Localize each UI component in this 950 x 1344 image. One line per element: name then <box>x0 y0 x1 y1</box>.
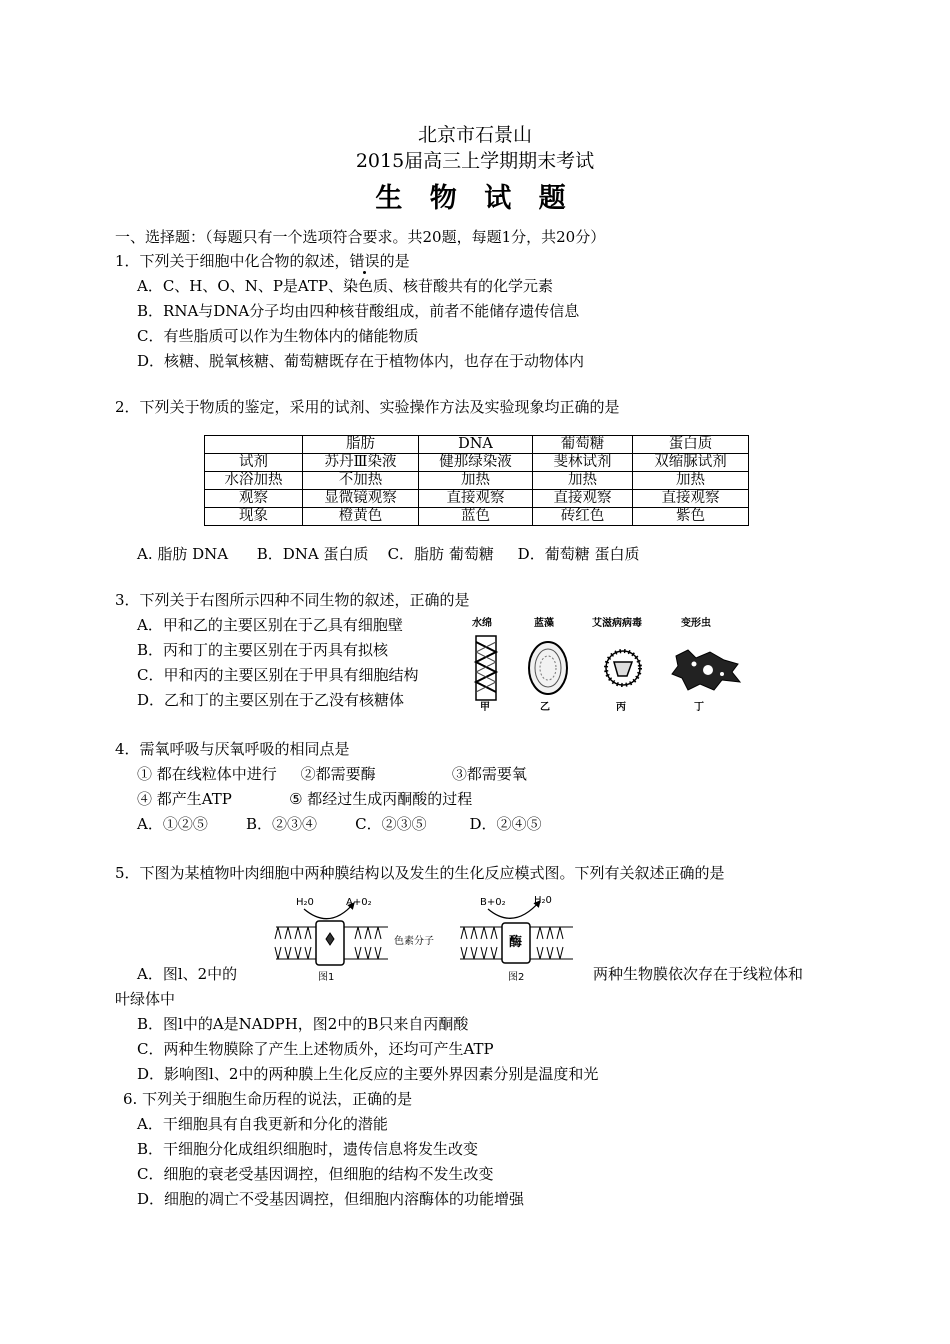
organism-name: 蓝藻 <box>534 618 554 629</box>
table-row <box>205 472 749 490</box>
fig2-caption: 图2 <box>508 972 525 983</box>
q4-statements-1: ① 都在线粒体中进行 ②都需要酶 ③都需要氧 <box>137 765 527 783</box>
table-cell: 健那绿染液 <box>419 454 533 472</box>
q6-stem: 6. 下列关于细胞生命历程的说法，正确的是 <box>123 1090 413 1108</box>
organism-label: 丁 <box>694 702 704 713</box>
table-row <box>205 490 749 508</box>
fig2-input: B+0₂ <box>480 897 506 908</box>
table-header-row <box>205 436 749 454</box>
table-cell: 砖红色 <box>533 508 633 526</box>
table-row <box>205 454 749 472</box>
q5-option-a-start: A．图l、2中的 <box>137 965 238 983</box>
enzyme-label: 酶 <box>509 935 523 950</box>
organism-name: 艾滋病病毒 <box>592 618 642 629</box>
table-cell: 不加热 <box>303 472 419 490</box>
q1-stem <box>115 252 410 270</box>
spirogyra-icon <box>476 636 496 700</box>
q5-option-a-cont: 叶绿体中 <box>115 990 176 1008</box>
q6-option-b: B．干细胞分化成组织细胞时，遗传信息将发生改变 <box>137 1140 479 1158</box>
table-cell: 斐林试剂 <box>533 454 633 472</box>
q2-options: A. 脂肪 DNA B．DNA 蛋白质 C．脂肪 葡萄糖 D．葡萄糖 蛋白质 <box>137 545 640 563</box>
organism-name: 变形虫 <box>681 618 711 629</box>
table-cell: 加热 <box>533 472 633 490</box>
table-cell: 加热 <box>419 472 533 490</box>
lipid-bilayer-1 <box>275 921 388 965</box>
table-cell: 双缩脲试剂 <box>633 454 749 472</box>
table-cell <box>205 436 303 454</box>
section-heading: 一、选择题：（每题只有一个选项符合要求。共20题，每题1分，共20分） <box>115 228 606 246</box>
q5-option-a-end: 两种生物膜依次存在于线粒体和 <box>593 965 804 983</box>
table-cell: 蓝色 <box>419 508 533 526</box>
pigment-label: 色素分子 <box>394 936 434 947</box>
table-cell: 直接观察 <box>633 490 749 508</box>
fig1-input: H₂0 <box>296 897 314 908</box>
table-cell: 苏丹Ⅲ染液 <box>303 454 419 472</box>
q1-option-d: D．核糖、脱氧核糖、葡萄糖既存在于植物体内，也存在于动物体内 <box>137 352 585 370</box>
q3-option-b: B．丙和丁的主要区别在于丙具有拟核 <box>137 641 389 659</box>
q3-option-d: D．乙和丁的主要区别在于乙没有核糖体 <box>137 691 405 709</box>
table-cell: 现象 <box>205 508 303 526</box>
q5-option-b: B．图l中的A是NADPH，图2中的B只来自丙酮酸 <box>137 1015 469 1033</box>
q1-option-c: C．有些脂质可以作为生物体内的储能物质 <box>137 327 419 345</box>
q4-stem: 4．需氧呼吸与厌氧呼吸的相同点是 <box>115 740 350 758</box>
table-cell: 葡萄糖 <box>533 436 633 454</box>
fig1-output: A+0₂ <box>346 897 372 908</box>
q5-option-d: D．影响图l、2中的两种膜上生化反应的主要外界因素分别是温度和光 <box>137 1065 599 1083</box>
q4-statements-2: ④ 都产生ATP ⑤ 都经过生成丙酮酸的过程 <box>137 790 473 808</box>
q3-option-c: C．甲和丙的主要区别在于甲具有细胞结构 <box>137 666 419 684</box>
header-line-1: 北京市石景山 <box>417 124 532 146</box>
table-cell: 水浴加热 <box>205 472 303 490</box>
amoeba-icon <box>672 650 740 690</box>
q3-stem: 3．下列关于右图所示四种不同生物的叙述，正确的是 <box>115 591 470 609</box>
table-cell: 试剂 <box>205 454 303 472</box>
table-row <box>205 508 749 526</box>
header-line-2: 2015届高三上学期期末考试 <box>355 150 595 172</box>
q6-option-c: C．细胞的衰老受基因调控，但细胞的结构不发生改变 <box>137 1165 494 1183</box>
organism-label: 丙 <box>616 702 626 713</box>
q1-option-b: B．RNA与DNA分子均由四种核苷酸组成，前者不能储存遗传信息 <box>137 302 580 320</box>
q1-stem-a: 1．下列关于细胞中化合物的叙述， <box>115 252 350 270</box>
q5-stem: 5．下图为某植物叶肉细胞中两种膜结构以及发生的生化反应模式图。下列有关叙述正确的是 <box>115 864 725 882</box>
hiv-virus-icon <box>606 651 640 685</box>
table-cell: 蛋白质 <box>633 436 749 454</box>
q5-option-c: C．两种生物膜除了产生上述物质外，还均可产生ATP <box>137 1040 494 1058</box>
q1-option-a: A．C、H、O、N、P是ATP、染色质、核苷酸共有的化学元素 <box>137 277 554 295</box>
page-title: 生 物 试 题 <box>375 183 575 214</box>
table-cell: 观察 <box>205 490 303 508</box>
table-cell: 加热 <box>633 472 749 490</box>
q4-options: A．①②⑤ B．②③④ C．②③⑤ D．②④⑤ <box>137 815 542 833</box>
organism-name: 水绵 <box>472 618 492 629</box>
organism-label: 乙 <box>540 702 550 713</box>
q6-option-d: D．细胞的凋亡不受基因调控，但细胞内溶酶体的功能增强 <box>137 1190 525 1208</box>
table-cell: 脂肪 <box>303 436 419 454</box>
q2-stem: 2．下列关于物质的鉴定，采用的试剂、实验操作方法及实验现象均正确的是 <box>115 398 620 416</box>
q6-option-a: A．干细胞具有自我更新和分化的潜能 <box>137 1115 388 1133</box>
table-cell: 橙黄色 <box>303 508 419 526</box>
fig1-caption: 图1 <box>318 972 335 983</box>
q1-stem-b: 的是 <box>379 252 410 270</box>
membrane-figure <box>268 893 583 989</box>
q1-stem-emphasis: 错误 <box>349 252 380 270</box>
table-cell: DNA <box>419 436 533 454</box>
table-cell: 紫色 <box>633 508 749 526</box>
table-cell: 直接观察 <box>533 490 633 508</box>
table-cell: 直接观察 <box>419 490 533 508</box>
reagent-table <box>204 435 749 526</box>
cyanobacteria-icon <box>529 642 567 694</box>
organism-label: 甲 <box>480 702 490 713</box>
organisms-drawing <box>470 634 760 702</box>
fig2-output: H₂0 <box>534 895 552 906</box>
table-cell: 显微镜观察 <box>303 490 419 508</box>
q3-option-a: A．甲和乙的主要区别在于乙具有细胞壁 <box>137 616 403 634</box>
organisms-figure <box>470 614 760 718</box>
